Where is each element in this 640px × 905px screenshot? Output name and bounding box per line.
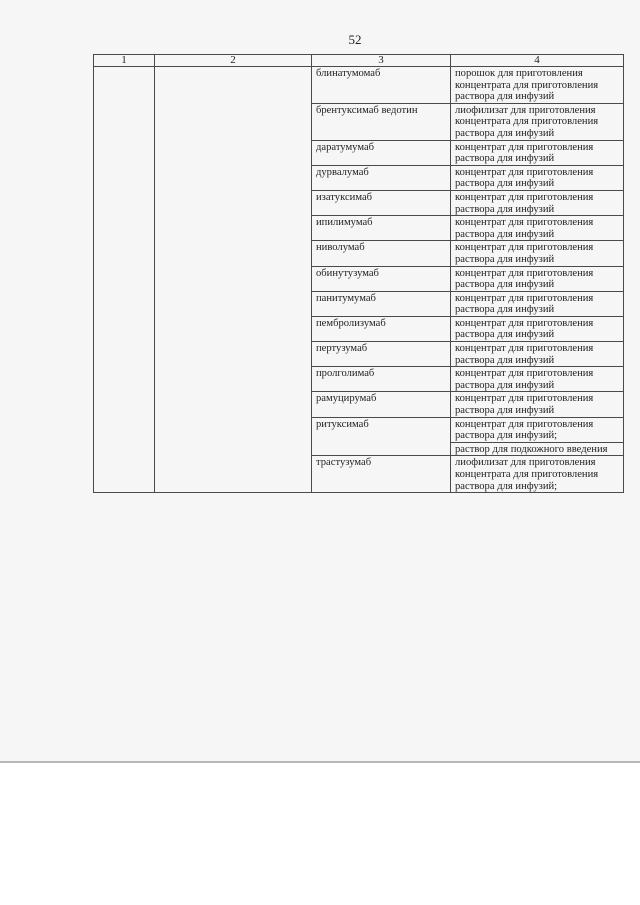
drug-name-cell: обинутузумаб — [312, 266, 451, 291]
dosage-form-cell: концентрат для приготовления раствора для инфузий — [451, 165, 624, 190]
dosage-form-cell: концентрат для приготовления раствора для инфузий — [451, 291, 624, 316]
drug-name-cell: брентуксимаб ведотин — [312, 103, 451, 140]
dosage-form-cell: концентрат для приготовления раствора для инфузий — [451, 266, 624, 291]
drug-table — [93, 54, 624, 493]
drug-name-cell: пролголимаб — [312, 367, 451, 392]
column-header-3: 3 — [312, 55, 451, 67]
group-cell-col2 — [155, 67, 312, 493]
drug-name-cell: дурвалумаб — [312, 165, 451, 190]
drug-name-cell: рамуцирумаб — [312, 392, 451, 417]
dosage-form-cell: концентрат для приготовления раствора для инфузий — [451, 316, 624, 341]
column-header-1: 1 — [94, 55, 155, 67]
drug-name-cell: блинатумомаб — [312, 67, 451, 104]
column-header-4: 4 — [451, 55, 624, 67]
dosage-form-cell: лиофилизат для приготовления концентрата для приготовления раствора для инфузий — [451, 103, 624, 140]
drug-name-cell: изатуксимаб — [312, 190, 451, 215]
dosage-form-cell: концентрат для приготовления раствора для инфузий — [451, 342, 624, 367]
dosage-form-cell: порошок для приготовления концентрата для приготовления раствора для инфузий — [451, 67, 624, 104]
drug-name-cell: ритуксимаб — [312, 417, 451, 456]
dosage-form-cell: раствор для подкожного введения — [451, 442, 624, 456]
group-cell-col1 — [94, 67, 155, 493]
drug-name-cell: пембролизумаб — [312, 316, 451, 341]
dosage-form-cell: концентрат для приготовления раствора для инфузий — [451, 140, 624, 165]
table-row — [94, 67, 624, 104]
dosage-form-cell: концентрат для приготовления раствора для инфузий — [451, 216, 624, 241]
page-number: 52 — [348, 32, 362, 47]
dosage-form-cell: лиофилизат для приготовления концентрата для приготовления раствора для инфузий; — [451, 456, 624, 493]
dosage-form-cell: концентрат для приготовления раствора для инфузий — [451, 190, 624, 215]
drug-name-cell: пертузумаб — [312, 342, 451, 367]
dosage-form-cell: концентрат для приготовления раствора для инфузий; — [451, 417, 624, 442]
drug-name-cell: ипилимумаб — [312, 216, 451, 241]
dosage-form-cell: концентрат для приготовления раствора для инфузий — [451, 241, 624, 266]
dosage-form-cell: концентрат для приготовления раствора для инфузий — [451, 392, 624, 417]
drug-name-cell: панитумумаб — [312, 291, 451, 316]
drug-name-cell: ниволумаб — [312, 241, 451, 266]
drug-name-cell: трастузумаб — [312, 456, 451, 493]
table-header-row — [94, 55, 624, 67]
column-header-2: 2 — [155, 55, 312, 67]
dosage-form-cell: концентрат для приготовления раствора для инфузий — [451, 367, 624, 392]
drug-name-cell: даратумумаб — [312, 140, 451, 165]
